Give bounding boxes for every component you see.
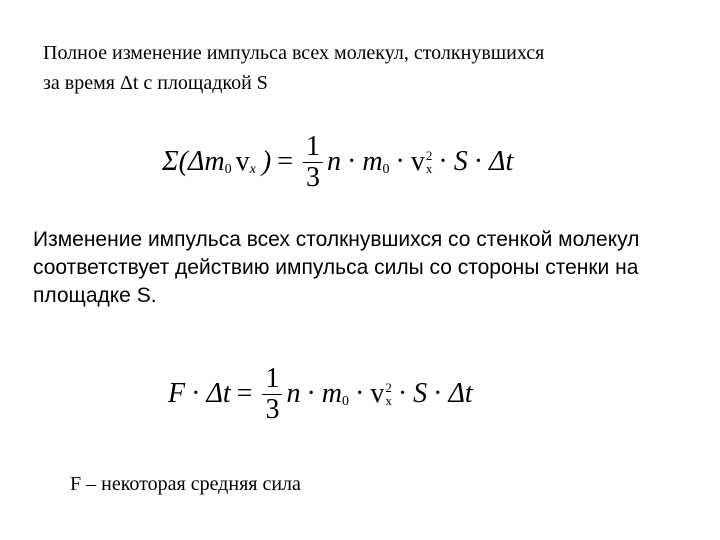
fraction [303, 132, 323, 193]
intro-line-2: за время Δt с площадкой S [43, 72, 268, 94]
mass-subscript-2: 0 [382, 162, 390, 177]
mass-symbol: m [321, 378, 343, 409]
intro-text [43, 38, 544, 98]
mass-symbol-2: m [362, 146, 383, 177]
area-symbol: S [453, 146, 468, 177]
time-interval-symbol: Δt [489, 146, 514, 177]
fraction-denominator: 3 [265, 393, 280, 425]
dot-operator: · [346, 146, 357, 177]
delta-symbol: Δ [187, 146, 205, 177]
time-interval-symbol-2: Δt [448, 378, 473, 409]
velocity-scripts [385, 381, 392, 407]
dot-operator-3: · [355, 378, 365, 409]
intro-line-1: Полное изменение импульса всех молекул, столкнувшихся [43, 42, 545, 64]
formula-momentum-change [162, 128, 513, 196]
close-paren: ) [261, 146, 272, 177]
dot-operator-2: · [306, 378, 316, 409]
sigma-symbol: Σ( [162, 146, 188, 177]
dot-operator-4: · [473, 146, 484, 177]
n-symbol: n [286, 378, 301, 409]
dot-operator-5: · [433, 378, 443, 409]
velocity-scripts [426, 149, 433, 175]
formula-force-impulse [168, 358, 473, 430]
fraction [262, 364, 282, 425]
dot-operator-4: · [397, 378, 408, 409]
dot-operator-2: · [395, 146, 405, 177]
dot-operator-3: · [438, 146, 448, 177]
explanation-text: Изменение импульса всех столкнувшихся со стенкой молекул соответствует действию импульса силы со стороны стенки на площадке S. [33, 228, 640, 307]
velocity-symbol: v [235, 146, 250, 177]
mass-symbol: m [204, 146, 225, 177]
velocity-subscript: x [385, 393, 392, 408]
equals-sign: = [236, 378, 253, 409]
force-symbol: F [168, 378, 186, 409]
fraction-numerator: 1 [262, 364, 282, 395]
velocity-superscript: 2 [385, 380, 392, 395]
mass-subscript: 0 [224, 162, 232, 177]
velocity-subscript: x [249, 162, 256, 177]
fraction-numerator: 1 [303, 132, 323, 163]
fraction-denominator: 3 [305, 161, 320, 193]
equals-sign: = [277, 146, 293, 177]
mass-subscript: 0 [342, 394, 350, 409]
time-interval-symbol: Δt [206, 378, 231, 409]
velocity-symbol-2: v [410, 146, 425, 177]
footnote-text: F – некоторая средняя сила [70, 473, 301, 495]
n-symbol: n [326, 146, 341, 177]
area-symbol: S [413, 378, 428, 409]
velocity-superscript: 2 [425, 148, 433, 163]
velocity-symbol: v [370, 378, 385, 409]
dot-operator: · [191, 378, 201, 409]
velocity-subscript-2: x [425, 161, 433, 176]
